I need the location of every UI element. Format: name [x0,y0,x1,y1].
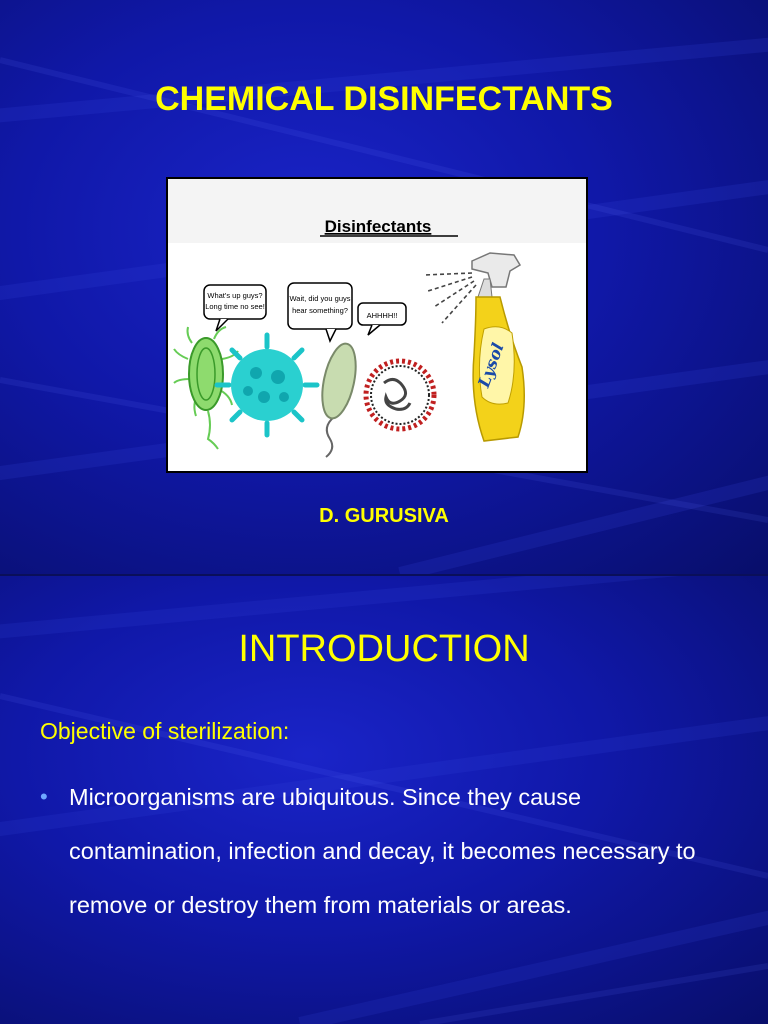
pale-bacterium-icon [316,341,361,457]
speech-bubble-1 [204,285,266,331]
svg-text:Wait, did you guys: Wait, did you guys [289,294,351,303]
speech-bubble-2 [288,283,352,341]
list-item [40,770,730,932]
bullet-list [40,770,730,932]
disinfectants-illustration [166,177,588,473]
bullet-icon: • [40,784,48,809]
svg-text:Long time no see!: Long time no see! [205,302,265,311]
speech-bubble-3 [358,303,406,335]
section-title: INTRODUCTION [238,628,530,670]
green-bacterium-icon [174,327,238,449]
svg-text:What's up guys?: What's up guys? [207,291,263,300]
lysol-bottle-icon [472,253,524,441]
svg-text:hear something?: hear something? [292,306,348,315]
svg-text:Lysol: Lysol [474,340,508,390]
introduction-slide [0,576,768,1024]
spray-mist-icon [424,273,476,323]
cyan-virus-icon [217,335,317,435]
bullet-text: Microorganisms are ubiquitous. Since they cause contamination, infection and decay, it becomes necessary to remove or destroy them from materials or areas. [69,784,696,918]
red-virus-icon [366,361,434,429]
author-name: D. GURUSIVA [319,505,449,527]
subheading: Objective of sterilization: [40,718,290,744]
slide-title: CHEMICAL DISINFECTANTS [155,80,613,118]
svg-text:AHHHH!!: AHHHH!! [366,311,398,320]
figure-header: Disinfectants [324,217,432,236]
